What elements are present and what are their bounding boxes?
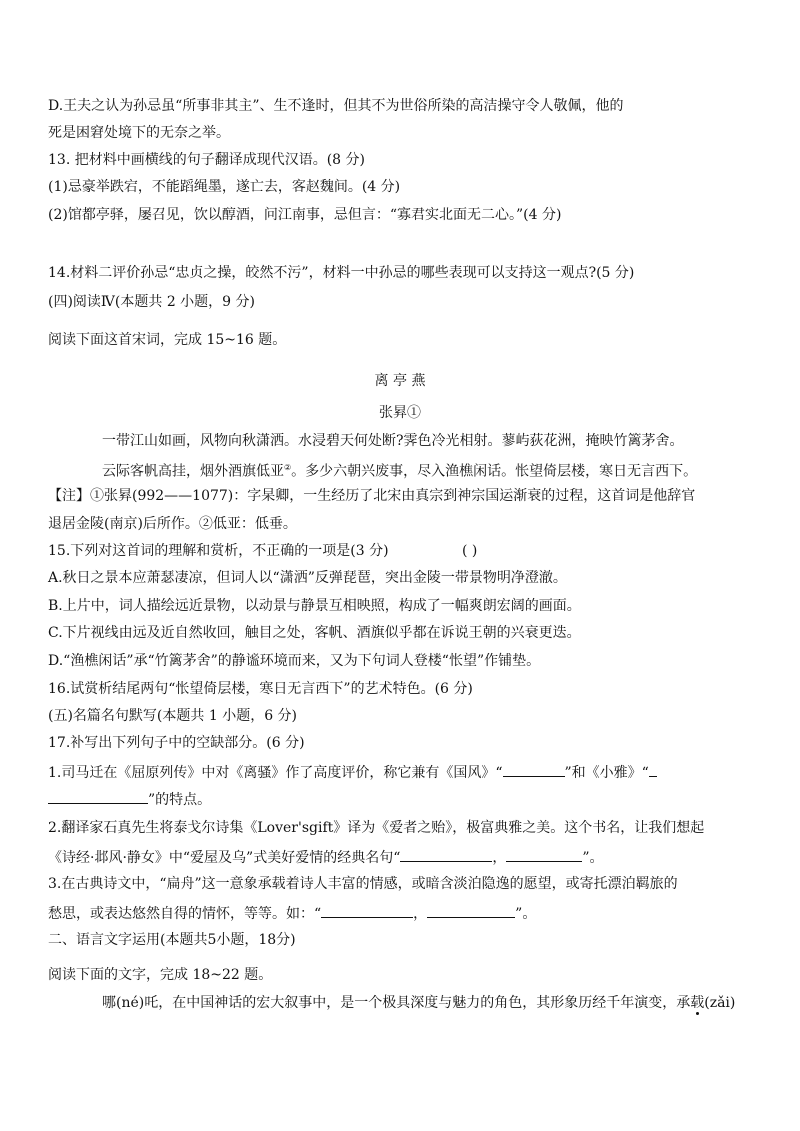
q12-option-d-line2: 死是困窘处境下的无奈之举。 xyxy=(48,125,230,141)
fill-blank-6[interactable] xyxy=(427,902,515,918)
q15-answer-paren: ( ) xyxy=(462,543,478,559)
section4-intro: 阅读下面这首宋词，完成 15~16 题。 xyxy=(48,332,287,348)
poem-title: 离 亭 燕 xyxy=(374,373,426,389)
q17-item3-end: ”。 xyxy=(515,906,537,922)
q14: 14.材料二评价孙忌“忠贞之操，皎然不污”，材料一中孙忌的哪些表现可以支持这一观点?(5 分) xyxy=(48,265,635,281)
q17-item3-line1: 3.在古典诗文中，“扁舟”这一意象承载着诗人丰富的情感，或暗含淡泊隐逸的愿望，或寄托漂泊羁旅的 xyxy=(48,876,678,892)
q15-option-b: B.上片中，词人描绘远近景物，以动景与静景互相映照，构成了一幅爽朗宏阔的画面。 xyxy=(48,598,581,614)
q17-item2-line2 xyxy=(48,846,604,868)
fill-blank-4[interactable] xyxy=(506,846,582,862)
fill-blank-2-start[interactable] xyxy=(649,761,657,777)
poem-line2-part1: 云际客帆高挂，烟外酒旗低亚 xyxy=(102,463,284,480)
q17-item1-line2 xyxy=(48,788,211,810)
fill-blank-5[interactable] xyxy=(321,902,413,918)
part2-title: 二、语言文字运用(本题共5小题，18分) xyxy=(48,932,296,948)
final-paragraph-text: 哪(né)吒，在中国神话的宏大叙事中，是一个极具深度与魅力的角色，其形象历经千年演变， xyxy=(102,995,677,1011)
final-char: 承 xyxy=(676,995,691,1011)
part2-intro: 阅读下面的文字，完成 18~22 题。 xyxy=(48,967,273,983)
q17-stem: 17.补写出下列句子中的空缺部分。(6 分) xyxy=(48,735,305,751)
q17-item2-comma: ， xyxy=(492,850,507,866)
q13-stem: 13. 把材料中画横线的句子翻译成现代汉语。(8 分) xyxy=(48,152,365,168)
final-paragraph-line xyxy=(102,993,735,1013)
note-line1 xyxy=(48,486,695,506)
pinyin-note: (zǎi) xyxy=(704,995,736,1011)
section4-title: (四)阅读Ⅳ(本题共 2 小题，9 分) xyxy=(48,294,255,310)
q17-item1-line1 xyxy=(48,761,657,783)
note-label: 【注】 xyxy=(48,488,90,504)
q15-option-c: C.下片视线由远及近自然收回，触目之处，客帆、酒旗似乎都在诉说王朝的兴衰更迭。 xyxy=(48,625,581,641)
q17-item2-text: 《诗经·邶风·静女》中“爱屋及乌”式美好爱情的经典名句“ xyxy=(48,850,401,866)
q15-option-d: D.“渔樵闲话”承“竹篱茅舍”的静谧环境而来，又为下句词人登楼“怅望”作铺垫。 xyxy=(48,653,541,669)
poem-line2-part2: 。多少六朝兴废事，尽入渔樵闲话。怅望倚层楼，寒日无言西下。 xyxy=(291,463,698,480)
note-line2: 退居金陵(南京)后所作。②低亚：低垂。 xyxy=(48,516,297,532)
poem-line2 xyxy=(102,458,697,482)
q13-part2: (2)馆都亭驿，屡召见，饮以醇酒，问江南事，忌但言：“寡君实北面无二心。”(4 分) xyxy=(48,207,562,223)
q15-stem: 15.下列对这首词的理解和赏析，不正确的一项是(3 分) xyxy=(48,543,389,559)
poem-line1: 一带江山如画，风物向秋潇洒。水浸碧天何处断?霁色冷光相射。蓼屿荻花洲，掩映竹篱茅舍。 xyxy=(102,433,684,449)
fill-blank-1[interactable] xyxy=(503,761,565,777)
fill-blank-2[interactable] xyxy=(48,788,148,804)
q17-item2-line1: 2.翻译家石真先生将泰戈尔诗集《Lover'sgift》译为《爱者之贻》，极富典雅之美。这个书名，让我们想起 xyxy=(48,820,705,836)
q15-option-a: A.秋日之景本应萧瑟凄凉，但词人以“潇洒”反弹琵琶，突出金陵一带景物明净澄澈。 xyxy=(48,570,567,586)
q12-option-d-line1: D.王夫之认为孙忌虽“所事非其主”、生不逢时，但其不为世俗所染的高洁操守令人敬佩，他的 xyxy=(48,98,624,114)
q17-item1-text: 1.司马迁在《屈原列传》中对《离骚》作了高度评价，称它兼有《国风》“ xyxy=(48,765,503,781)
fill-blank-3[interactable] xyxy=(400,846,492,862)
emphasis-dot-char: 载 xyxy=(690,995,705,1011)
q13-part1: (1)忌豪举跌宕，不能蹈绳墨，遂亡去，客赵魏间。(4 分) xyxy=(48,179,401,195)
poem-footnote-mark: ② xyxy=(284,463,292,472)
q17-item1-end: ”的特点。 xyxy=(148,792,212,808)
q17-item3-line2 xyxy=(48,902,536,924)
q17-item2-end: ”。 xyxy=(582,850,604,866)
q17-item3-comma: ， xyxy=(413,906,428,922)
section5-title: (五)名篇名句默写(本题共 1 小题，6 分) xyxy=(48,708,298,724)
q17-item1-mid: ”和《小雅》“ xyxy=(564,765,649,781)
q16: 16.试赏析结尾两句“怅望倚层楼，寒日无言西下”的艺术特色。(6 分) xyxy=(48,681,473,697)
poem-author: 张昪① xyxy=(379,405,421,421)
note-text: ①张昪(992——1077)：字杲卿，一生经历了北宋由真宗到神宗国运渐衰的过程，这首词是他辞官 xyxy=(90,488,696,504)
q17-item3-text: 愁思，或表达悠然自得的情怀，等等。如：“ xyxy=(48,906,322,922)
